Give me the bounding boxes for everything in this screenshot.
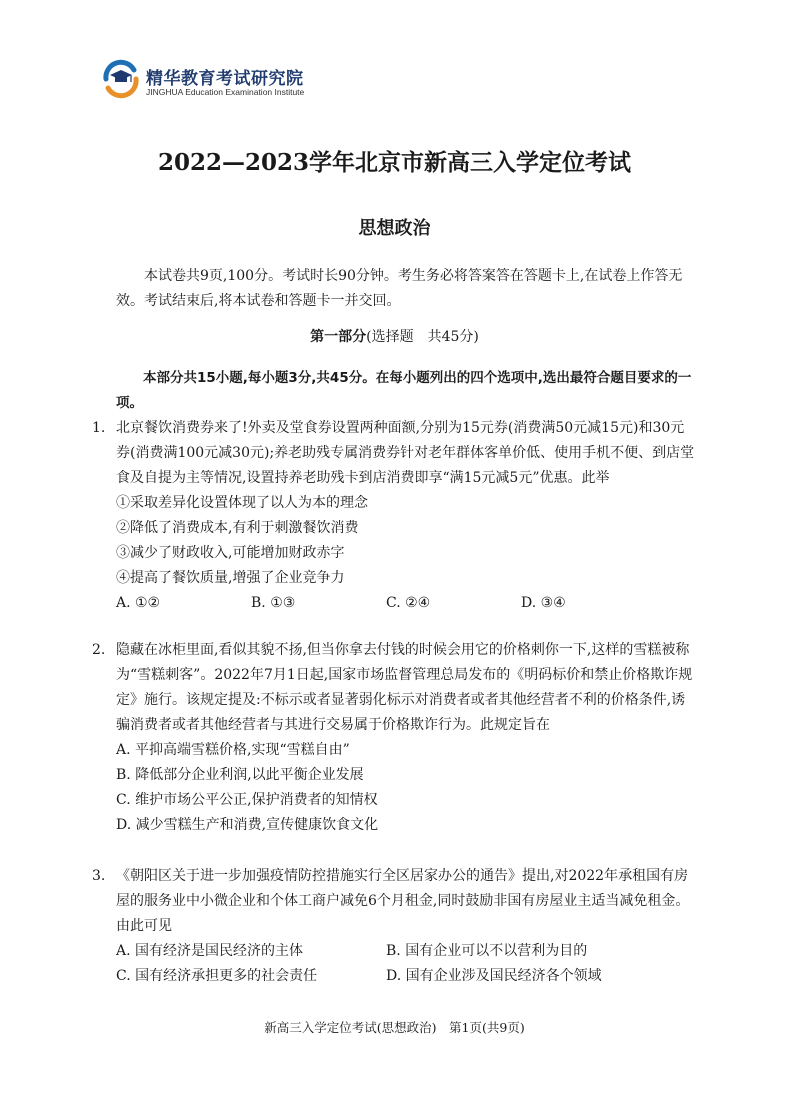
option-d: D. 国有企业涉及国民经济各个领域 xyxy=(386,968,602,984)
page-footer: 新高三入学定位考试(思想政治) 第1页(共9页) xyxy=(264,1020,525,1035)
question-stem: 隐藏在冰柜里面,看似其貌不扬,但当你拿去付钱的时候会用它的价格刺你一下,这样的雪糕被称为“雪糕刺客”。2022年7月1日起,国家市场监督管理总局发布的《明码标价和禁止价格欺诈规定》施行。该规定提及:不标示或者显著弱化标示对消费者或者其他经营者不利的价格条件,诱骗消费者或者其他经营者与其进行交易属于价格欺诈行为。此规定旨在 xyxy=(116,642,693,733)
statement-2: ②降低了消费成本,有利于刺激餐饮消费 xyxy=(116,520,359,536)
section-name: 第一部分 xyxy=(310,329,367,345)
subject-title: 思想政治 xyxy=(358,218,431,239)
question-number: 2. xyxy=(92,642,106,658)
exam-intro: 本试卷共9页,100分。考试时长90分钟。考生务必将答案答在答题卡上,在试卷上作答无效。考试结束后,将本试卷和答题卡一并交回。 xyxy=(116,268,683,309)
question-number: 3. xyxy=(92,868,106,884)
option-c: C. 国有经济承担更多的社会责任 xyxy=(116,968,318,984)
section-heading xyxy=(0,326,789,346)
question-2 xyxy=(92,638,696,838)
statement-3: ③减少了财政收入,可能增加财政赤字 xyxy=(116,545,345,561)
option-a: A. ①② xyxy=(116,595,161,611)
option-b: B. 降低部分企业利润,以此平衡企业发展 xyxy=(116,767,364,783)
institute-logo xyxy=(100,58,320,108)
section-instructions: 本部分共15小题,每小题3分,共45分。在每小题列出的四个选项中,选出最符合题目要求的一项。 xyxy=(116,370,692,411)
option-a: A. 国有经济是国民经济的主体 xyxy=(116,943,304,959)
option-c: C. 维护市场公平公正,保护消费者的知情权 xyxy=(116,792,378,808)
option-c: C. ②④ xyxy=(386,595,431,611)
statement-1: ①采取差异化设置体现了以人为本的理念 xyxy=(116,495,368,511)
option-b: B. 国有企业可以不以营利为目的 xyxy=(386,943,588,959)
statement-4: ④提高了餐饮质量,增强了企业竞争力 xyxy=(116,570,345,586)
logo-english-name: JINGHUA Education Examination Institute xyxy=(146,87,305,97)
question-number: 1. xyxy=(92,420,106,436)
option-a: A. 平抑高端雪糕价格,实现“雪糕自由” xyxy=(116,742,350,758)
option-d: D. ③④ xyxy=(521,595,566,611)
option-d: D. 减少雪糕生产和消费,宣传健康饮食文化 xyxy=(116,817,379,833)
graduation-cap-logo-icon xyxy=(100,58,142,100)
question-3 xyxy=(92,864,696,989)
option-b: B. ①③ xyxy=(251,595,296,611)
section-note: (选择题 共45分) xyxy=(366,329,479,345)
logo-chinese-name: 精华教育考试研究院 xyxy=(146,69,304,89)
question-1 xyxy=(92,416,696,616)
question-stem: 《朝阳区关于进一步加强疫情防控措施实行全区居家办公的通告》提出,对2022年承租国有房屋的服务业中小微企业和个体工商户减免6个月租金,同时鼓励非国有房屋业主适当减免租金。由此可见 xyxy=(116,868,690,934)
question-stem: 北京餐饮消费券来了!外卖及堂食券设置两种面额,分别为15元券(消费满50元减15元)和30元券(消费满100元减30元);养老助残专属消费券针对老年群体客单价低、使用手机不便、到店堂食及自提为主等情况,设置持养老助残卡到店消费即享“满15元减5元”优惠。此举 xyxy=(116,420,695,486)
exam-title: 2022—2023学年北京市新高三入学定位考试 xyxy=(157,149,632,176)
